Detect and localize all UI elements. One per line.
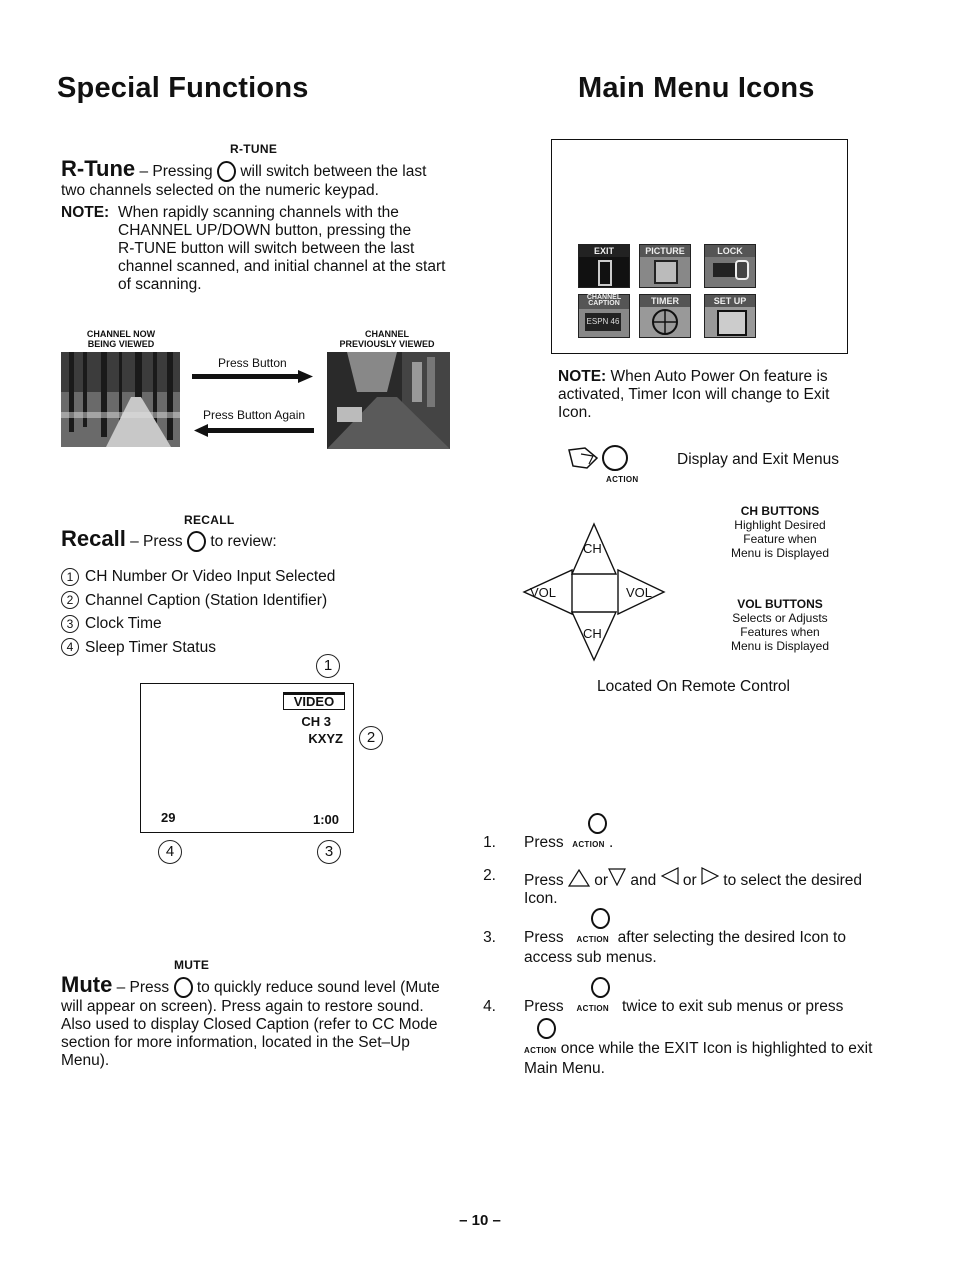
action-button-icon: [567, 444, 633, 472]
vol-buttons-line: Features when: [740, 625, 820, 639]
main-menu-screen: [551, 139, 848, 354]
action-button-icon: [588, 813, 607, 834]
step-2-number: 2.: [483, 867, 496, 884]
ch-buttons-line: Highlight Desired: [734, 518, 826, 532]
recall-button-icon: [187, 531, 206, 552]
display-exit-text: Display and Exit Menus: [677, 451, 839, 468]
step-2-or: or: [682, 872, 697, 889]
channel-now-caption: [83, 329, 159, 349]
list-item: [61, 589, 335, 613]
clock-time: 1:00: [312, 812, 339, 827]
step-3-text: [524, 929, 898, 967]
vol-buttons-line: Menu is Displayed: [730, 639, 830, 653]
action-button-icon: [591, 977, 610, 998]
mute-title: Mute: [61, 972, 113, 997]
arrow-right-icon: [192, 370, 314, 384]
press-button-text: Press Button: [218, 356, 287, 370]
rtune-note-line: R-TUNE button will switch between the last: [118, 240, 415, 257]
item-text: CH Number Or Video Input Selected: [85, 568, 336, 585]
press-button-again-text: Press Button Again: [203, 408, 306, 422]
exit-icon-label: EXIT: [579, 245, 629, 257]
list-item: [61, 612, 335, 636]
ch-buttons-line: Menu is Displayed: [730, 546, 830, 560]
action-button-icon: [591, 908, 610, 929]
step-1-press: Press: [524, 834, 564, 851]
lock-icon-label: LOCK: [705, 245, 755, 257]
item-text: Channel Caption (Station Identifier): [85, 591, 328, 609]
item-text: Clock Time: [85, 615, 162, 632]
channel-prev-line2: PREVIOUSLY VIEWED: [339, 339, 435, 349]
setup-icon-label: SET UP: [705, 295, 755, 307]
step-4-line3: Main Menu.: [524, 1060, 605, 1077]
rtune-note-line: of scanning.: [118, 276, 202, 293]
mute-dash: – Press: [112, 979, 170, 996]
rtune-note-line: When rapidly scanning channels with the: [118, 204, 399, 221]
ch-up-icon: [568, 869, 590, 887]
list-item: [61, 636, 335, 660]
vol-buttons-line: Selects or Adjusts: [732, 611, 828, 625]
espn-badge: ESPN 46: [585, 313, 621, 331]
ch-up-key: CH: [583, 541, 602, 556]
mute-line: Menu).: [61, 1052, 110, 1070]
mute-line: Also used to display Closed Caption (refer to CC Mode: [61, 1016, 438, 1034]
step-4-action: ACTION: [576, 1004, 610, 1013]
step-3-line2: access sub menus.: [524, 949, 657, 966]
mute-paragraph: [61, 972, 451, 1070]
mute-line1-rest: to quickly reduce sound level (Mute: [196, 979, 440, 996]
rtune-title: R-Tune: [61, 156, 136, 181]
ch-down-key: CH: [583, 626, 602, 641]
recall-heading-line: [61, 526, 277, 552]
mute-line: section for more information, located in the Set–Up: [61, 1034, 410, 1052]
recall-list: [61, 565, 335, 659]
exit-icon: [578, 244, 630, 288]
step-1-text: [524, 834, 613, 854]
step-2-text: [524, 867, 899, 908]
callout-3: 3: [317, 840, 341, 864]
action-button-icon: [537, 1018, 556, 1039]
step-4-number: 4.: [483, 998, 496, 1015]
timer-icon-label: TIMER: [640, 295, 690, 307]
located-on-remote: Located On Remote Control: [597, 678, 790, 695]
setup-icon: [704, 294, 756, 338]
callout-2: 2: [359, 726, 383, 750]
recall-title: Recall: [61, 526, 126, 551]
step-2-press: Press: [524, 872, 564, 889]
action-label: ACTION: [606, 475, 639, 484]
channel-prev-caption: [334, 329, 440, 349]
mute-label: MUTE: [174, 958, 210, 972]
item-text: Sleep Timer Status: [85, 638, 216, 656]
timer-icon: [639, 294, 691, 338]
step-1-end: .: [609, 834, 614, 851]
channel-caption-icon: [578, 294, 630, 338]
step-3-number: 3.: [483, 929, 496, 946]
menu-note-label: NOTE:: [558, 368, 607, 385]
step-1-number: 1.: [483, 834, 496, 851]
vol-buttons-desc: [724, 597, 836, 653]
recall-label: RECALL: [184, 513, 235, 527]
recall-rest: to review:: [210, 533, 277, 550]
picture-icon-label: PICTURE: [640, 245, 690, 257]
rtune-line2: two channels selected on the numeric keypad.: [61, 182, 379, 200]
rtune-note-label: NOTE:: [61, 204, 110, 221]
step-4-cont: [524, 1040, 904, 1078]
step-2-and: and: [630, 872, 657, 889]
item-number: 2: [61, 591, 79, 609]
ch-buttons-desc: [724, 504, 836, 560]
station-id: KXYZ: [308, 731, 343, 746]
vol-left-key: VOL: [530, 585, 557, 600]
vol-right-key: VOL: [626, 585, 653, 600]
item-number: 4: [61, 638, 79, 656]
callout-4: 4: [158, 840, 182, 864]
item-number: 3: [61, 615, 79, 633]
mute-line: will appear on screen). Press again to restore sound.: [61, 998, 424, 1016]
channel-number: CH 3: [301, 714, 331, 729]
step-4-text: [524, 998, 898, 1018]
step-3-action: ACTION: [576, 935, 610, 944]
rtune-note-line: CHANNEL UP/DOWN button, pressing the: [118, 222, 412, 239]
step-4-rest: twice to exit sub menus or press: [621, 998, 844, 1015]
menu-note-line: Icon.: [558, 404, 592, 421]
step-4-line2: once while the EXIT Icon is highlighted to exit: [560, 1040, 873, 1057]
channel-prev-line1: CHANNEL: [365, 329, 409, 339]
video-indicator: VIDEO: [283, 692, 345, 710]
mute-button-icon: [174, 977, 193, 998]
step-3-rest: after selecting the desired Icon to: [617, 929, 846, 946]
step-2-or: or: [594, 872, 609, 889]
list-item: [61, 565, 335, 589]
heading-special-functions: Special Functions: [57, 72, 309, 104]
lock-icon: [704, 244, 756, 288]
menu-note-line: activated, Timer Icon will change to Exit: [558, 386, 830, 403]
step-2-rest: to select the desired: [723, 872, 863, 889]
rtune-dash: – Pressing: [135, 163, 213, 180]
rtune-note-line: channel scanned, and initial channel at the start: [118, 258, 446, 275]
ch-down-icon: [608, 868, 626, 886]
ch-buttons-title: CH BUTTONS: [740, 504, 820, 518]
callout-1: 1: [316, 654, 340, 678]
channel-now-line2: BEING VIEWED: [87, 339, 155, 349]
rtune-paragraph: [61, 156, 451, 200]
item-number: 1: [61, 568, 79, 586]
menu-note: [558, 368, 848, 422]
step-1-action: ACTION: [572, 840, 605, 849]
sleep-timer: 29: [161, 810, 176, 825]
step-4-press: Press: [524, 998, 564, 1015]
picture-icon: [639, 244, 691, 288]
step-4-action2: ACTION: [524, 1046, 557, 1055]
rtune-label: R-TUNE: [230, 142, 278, 156]
menu-note-line: When Auto Power On feature is: [610, 368, 828, 385]
street-photo: [327, 352, 450, 449]
vol-right-icon: [701, 867, 719, 885]
step-3-press: Press: [524, 929, 564, 946]
vol-left-icon: [661, 867, 679, 885]
vol-buttons-title: VOL BUTTONS: [737, 597, 823, 611]
ch-buttons-line: Feature when: [743, 532, 817, 546]
forest-photo: [61, 352, 180, 447]
rtune-note: [118, 204, 450, 294]
channel-now-line1: CHANNEL NOW: [86, 329, 156, 339]
step-2-line2: Icon.: [524, 890, 558, 907]
page-number: – 10 –: [459, 1212, 501, 1229]
recall-screen: [140, 683, 354, 833]
rtune-line1-rest: will switch between the last: [240, 163, 427, 180]
heading-main-menu-icons: Main Menu Icons: [578, 72, 815, 104]
arrow-left-icon: [194, 424, 314, 438]
rtune-button-icon: [217, 161, 236, 182]
channel-caption-icon-label: CHANNEL CAPTION: [579, 295, 629, 309]
recall-dash: – Press: [125, 533, 183, 550]
